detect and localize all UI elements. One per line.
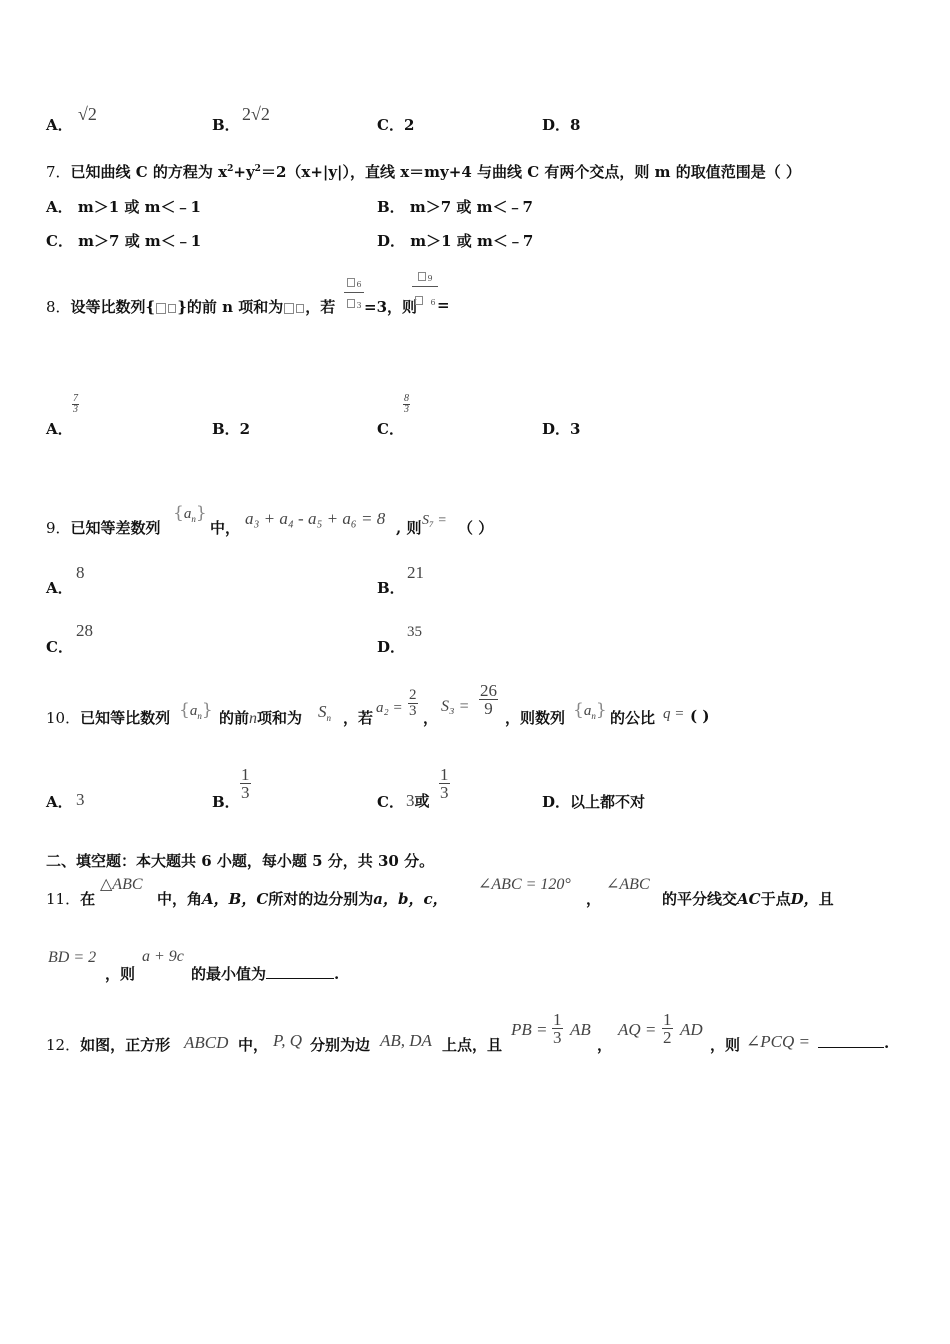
brace-left-icon: {	[173, 503, 184, 523]
q11-point-d: D，	[790, 890, 819, 908]
q10-sn	[318, 702, 331, 723]
denominator: 3	[409, 703, 417, 719]
q6-option-c-label: C．	[377, 116, 404, 134]
denominator: 3	[440, 783, 449, 802]
q10-seq-sub: n	[591, 711, 596, 722]
q11-answer-blank[interactable]	[266, 978, 334, 979]
q12-answer	[818, 1034, 889, 1052]
q11-sides: a，b，c，	[373, 890, 448, 908]
q8-stem-b: }的前 n 项和为	[177, 298, 284, 316]
q7-sup-y: 2	[254, 164, 261, 174]
q10-s3: S₃ =	[441, 698, 470, 715]
missing-glyph-icon	[168, 304, 176, 313]
q10-option-c-label: C．	[377, 793, 404, 811]
q10-stem-d: ，若	[343, 709, 374, 727]
fraction	[72, 394, 79, 415]
section2-title: 二、填空题：本大题共 6 小题，每小题 5 分，共 30 分。	[46, 852, 435, 870]
q10-a2: a₂ =	[376, 700, 403, 716]
q11-stem-text-a: 在	[80, 890, 96, 908]
q12-edges: AB, DA	[380, 1031, 432, 1050]
q11-comma: ，	[586, 890, 602, 908]
q10-stem-f: 的公比	[610, 709, 656, 727]
q10-stem-a	[46, 707, 170, 728]
missing-glyph-icon	[156, 303, 166, 314]
q9-sequence	[173, 503, 207, 524]
denominator: 3	[553, 1028, 562, 1047]
q10-stem-text-b: 的前	[219, 709, 250, 727]
q11-stem-a	[46, 888, 95, 909]
q9-option-b-label: B．	[377, 579, 405, 597]
q9-option-d-label: D．	[377, 638, 406, 656]
q8-stem-e: =	[437, 296, 450, 314]
fraction	[408, 688, 418, 719]
q12-stem-text-a: 如图，正方形	[80, 1036, 171, 1054]
q11-stem-text-e: 于点	[760, 890, 791, 908]
numerator: 2	[409, 687, 417, 703]
missing-glyph-icon	[418, 272, 426, 281]
numerator: 1	[241, 765, 250, 784]
q12-aq: AQ =	[618, 1020, 657, 1039]
missing-glyph-icon	[415, 296, 423, 305]
q10-number: 10．	[46, 709, 81, 727]
brace-right-icon: }	[195, 503, 207, 523]
q10-a2-fraction	[408, 688, 418, 719]
q11-stem-h	[191, 963, 339, 984]
q11-angle-bisected: ∠ABC	[606, 876, 650, 893]
q9-option-d-value: 35	[407, 624, 422, 640]
q10-sequence-1	[179, 700, 213, 721]
q12-end: .	[884, 1034, 890, 1052]
q11-bd: BD = 2	[48, 949, 97, 966]
q12-pb-ab: AB	[570, 1020, 591, 1039]
q10-c-or: 或	[414, 792, 430, 810]
q7-number: 7．	[46, 163, 71, 181]
q10-option-d: D．以上都不对	[542, 793, 646, 811]
q11-angle-value: ∠ABC = 120°	[478, 876, 571, 893]
q10-option-a-value: 3	[76, 790, 85, 809]
q9-stem-text-a: 已知等差数列	[70, 519, 161, 537]
q10-s3-fraction	[479, 682, 498, 717]
q9-stem-b: 中，	[210, 519, 241, 537]
q9-seq-sub: n	[191, 514, 196, 525]
denominator: 3	[73, 404, 78, 415]
q9-number: 9．	[46, 519, 71, 537]
q12-comma: ，	[597, 1036, 613, 1054]
q11-stem-g: ，则	[105, 965, 136, 983]
q8-frac2-num-sub: 9	[427, 274, 433, 283]
q7-option-d: D． m＞1 或 m＜﹣7	[377, 232, 534, 250]
q10-stem-e: ，则数列	[505, 709, 566, 727]
q7-option-a: A． m＞1 或 m＜﹣1	[46, 198, 201, 216]
q6-option-c-value: 2	[403, 116, 415, 134]
q9-stem-a	[46, 517, 161, 538]
q8-fraction-s9-s6	[412, 266, 438, 309]
q9-expression: a₃ + a₄ - a₅ + a₆ = 8	[245, 509, 386, 528]
q10-stem-b	[219, 707, 302, 728]
q8-stem-c: ，若	[305, 298, 336, 316]
q12-aq-fraction	[662, 1011, 673, 1046]
q7-option-b: B． m＞7 或 m＜﹣7	[377, 198, 533, 216]
q8-stem-a: 设等比数列{	[70, 298, 156, 316]
brace-right-icon: }	[201, 700, 213, 720]
missing-glyph-icon	[296, 304, 304, 313]
q11-triangle: △ABC	[100, 876, 143, 893]
q11-number: 11．	[46, 890, 81, 908]
q11-stem-text-b: 中，角	[157, 890, 203, 908]
q6-option-d-label: D．	[542, 116, 571, 134]
q10-q: q =	[663, 706, 685, 722]
q10-c-three: 3	[406, 791, 415, 810]
brace-right-icon: }	[595, 700, 607, 720]
q12-pb: PB =	[511, 1020, 548, 1039]
q9-option-c-value: 28	[76, 621, 93, 640]
brace-left-icon: {	[179, 700, 190, 720]
q10-option-c-fraction	[439, 766, 450, 801]
q9-stem-c: , 则	[396, 519, 422, 537]
denominator: 2	[663, 1028, 672, 1047]
q10-seq-a: a	[189, 703, 198, 719]
q6-option-b-value: 2√2	[242, 104, 270, 124]
q10-option-b-value	[240, 766, 251, 801]
q8-frac1-den-sub: 3	[356, 301, 362, 310]
numerator: 26	[480, 681, 497, 700]
q9-s7: S₇ =	[422, 513, 447, 528]
numerator: 8	[404, 393, 409, 404]
q8-number: 8．	[46, 298, 71, 316]
q12-square: ABCD	[184, 1033, 229, 1052]
q10-stem-text-c: 项和为	[257, 709, 303, 727]
q8-frac1-num-sub: 6	[356, 280, 362, 289]
q11-expression: a + 9c	[142, 948, 184, 965]
q8-stem	[46, 296, 335, 317]
q10-seq-sub: n	[197, 711, 202, 722]
q12-stem-a	[46, 1034, 170, 1055]
q10-seq-a: a	[583, 703, 592, 719]
missing-glyph-icon	[284, 303, 294, 314]
q12-pb-fraction	[552, 1011, 563, 1046]
q12-stem-b: 中，	[238, 1036, 269, 1054]
missing-glyph-icon	[347, 299, 355, 308]
q8-option-c-label: C．	[377, 420, 404, 438]
q6-option-a-value: √2	[78, 104, 97, 124]
q6-option-d-value: 8	[570, 116, 581, 134]
q11-angles: A，B，C	[202, 890, 269, 908]
q12-stem-c: 分别为边	[310, 1036, 371, 1054]
q9-option-c-label: C．	[46, 638, 73, 656]
q7-stem-b: +y	[233, 163, 255, 181]
fraction	[240, 766, 251, 801]
q12-angle: ∠PCQ =	[746, 1032, 810, 1051]
q9-option-b-value: 21	[407, 563, 424, 582]
q10-option-c-value	[406, 790, 430, 811]
q10-option-a-label: A．	[46, 793, 73, 811]
q8-option-a-label: A．	[46, 420, 73, 438]
q11-end: .	[334, 965, 340, 983]
q12-points: P, Q	[273, 1031, 302, 1050]
q11-ac: AC	[737, 890, 761, 908]
q10-n: n	[249, 710, 258, 727]
q6-option-a-label: A．	[46, 116, 73, 134]
missing-glyph-icon	[347, 278, 355, 287]
numerator: 1	[663, 1010, 672, 1029]
q8-option-d: D．3	[542, 420, 581, 438]
fraction	[479, 682, 498, 717]
q11-stem-text-f: 且	[818, 890, 834, 908]
brace-left-icon: {	[573, 700, 584, 720]
denominator: 3	[241, 783, 250, 802]
denominator: 3	[404, 404, 409, 415]
q10-s: S	[318, 702, 327, 721]
q8-fraction-s6-s3	[344, 272, 364, 312]
fraction	[552, 1011, 563, 1046]
q11-stem-d	[662, 888, 834, 909]
q6-option-b-label: B．	[212, 116, 240, 134]
q10-option-b-label: B．	[212, 793, 240, 811]
q7-option-c: C． m＞7 或 m＜﹣1	[46, 232, 202, 250]
q7-sup-x: 2	[227, 164, 234, 174]
q9-option-a-value: 8	[76, 563, 85, 582]
q6-option-d	[542, 114, 580, 135]
q6-option-a	[46, 114, 73, 135]
q11-stem-text-d: 的平分线交	[662, 890, 738, 908]
q8-option-a-value	[72, 394, 79, 415]
q12-number: 12．	[46, 1036, 81, 1054]
denominator: 9	[479, 699, 498, 717]
q8-option-b: B．2	[212, 420, 251, 438]
q12-answer-blank[interactable]	[818, 1047, 884, 1048]
fraction	[662, 1011, 673, 1046]
q6-option-c	[377, 114, 414, 135]
q10-s-sub: n	[326, 713, 331, 724]
q8-stem-d: =3，则	[364, 298, 418, 316]
fraction	[403, 394, 410, 415]
q12-aq-ad: AD	[680, 1020, 703, 1039]
numerator: 1	[440, 765, 449, 784]
q8-frac2-den-sub: 6	[430, 298, 436, 307]
q10-stem-g: ( )	[690, 707, 710, 725]
q7-stem-a: 已知曲线 C 的方程为 x	[70, 163, 228, 181]
q9-seq-a: a	[183, 506, 192, 522]
q11-stem-b	[157, 888, 448, 909]
q12-stem-e: ，则	[710, 1036, 741, 1054]
q11-stem-text-h: 的最小值为	[191, 965, 267, 983]
q11-stem-text-c: 所对的边分别为	[268, 890, 374, 908]
fraction	[439, 766, 450, 801]
q10-sequence-2	[573, 700, 607, 721]
q9-stem-d: （ ）	[458, 519, 494, 537]
q10-stem-text-a: 已知等比数列	[80, 709, 171, 727]
q8-option-c-value	[403, 394, 410, 415]
q12-stem-d: 上点，且	[442, 1036, 503, 1054]
q7-stem	[46, 161, 801, 182]
q7-stem-c: ＝2（x+|y|），直线 x＝my+4 与曲线 C 有两个交点，则 m 的取值范围是（ ）	[260, 163, 801, 181]
q10-comma: ，	[423, 709, 439, 727]
numerator: 7	[73, 393, 78, 404]
numerator: 1	[553, 1010, 562, 1029]
q9-option-a-label: A．	[46, 579, 73, 597]
